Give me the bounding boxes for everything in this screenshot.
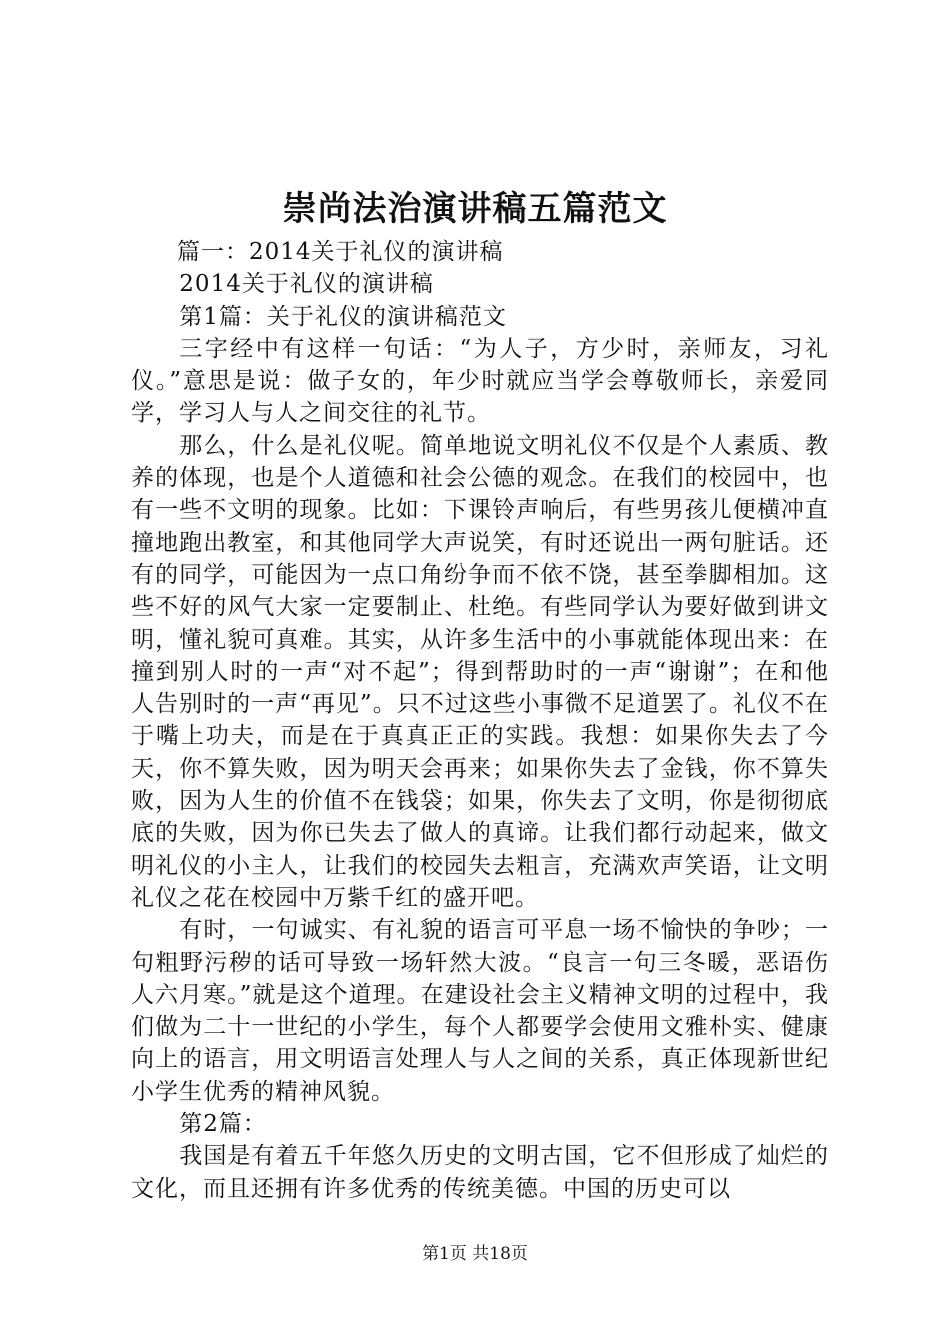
body-paragraph: 有时，一句诚实、有礼貌的语言可平息一场不愉快的争吵；一句粗野污秽的话可导致一场轩然大波。“良言一句三冬暖，恶语伤人六月寒。”就是这个道理。在建设社会主义精神文明的过程中，我们做为二十一世纪的小学生，每个人都要学会使用文雅朴实、健康向上的语言，用文明语言处理人与人之间的关系，真正体现新世纪小学生优秀的精神风貌。 bbox=[131, 917, 829, 1105]
body-paragraph: 我国是有着五千年悠久历史的文明古国，它不但形成了灿烂的文化，而且还拥有许多优秀的传统美德。中国的历史可以 bbox=[131, 1143, 829, 1202]
body-paragraph: 那么，什么是礼仪呢。简单地说文明礼仪不仅是个人素质、教养的体现，也是个人道德和社会公德的观念。在我们的校园中，也有一些不文明的现象。比如：下课铃声响后，有些男孩儿便横冲直撞地跑出教室，和其他同学大声说笑，有时还说出一两句脏话。还有的同学，可能因为一点口角纷争而不依不饶，甚至拳脚相加。这些不好的风气大家一定要制止、杜绝。有些同学认为要好做到讲文明，懂礼貌可真难。其实，从许多生活中的小事就能体现出来：在撞到别人时的一声“对不起”；得到帮助时的一声“谢谢”；在和他人告别时的一声“再见”。只不过这些小事微不足道罢了。礼仪不在于嘴上功夫，而是在于真真正正的实践。我想：如果你失去了今天，你不算失败，因为明天会再来；如果你失去了金钱，你不算失败，因为人生的价值不在钱袋；如果，你失去了文明，你是彻彻底底的失败，因为你已失去了做人的真谛。让我们都行动起来，做文明礼仪的小主人，让我们的校园失去粗言，充满欢声笑语，让文明礼仪之花在校园中万紫千红的盛开吧。 bbox=[131, 432, 829, 911]
body-paragraph: 三字经中有这样一句话：“为人子，方少时，亲师友，习礼仪。”意思是说：做子女的，年少时就应当学会尊敬师长，亲爱同学，学习人与人之间交往的礼节。 bbox=[131, 335, 829, 427]
page-footer: 第1页 共18页 bbox=[422, 1244, 528, 1264]
chapter-heading: 第1篇：关于礼仪的演讲稿范文 bbox=[179, 303, 507, 330]
document-body bbox=[131, 236, 829, 1205]
section-heading: 篇一：2014关于礼仪的演讲稿 bbox=[177, 239, 504, 265]
chapter-heading: 第2篇： bbox=[179, 1111, 267, 1138]
page-title: 崇尚法治演讲稿五篇范文 bbox=[282, 189, 668, 229]
section-subheading: 2014关于礼仪的演讲稿 bbox=[179, 271, 434, 298]
